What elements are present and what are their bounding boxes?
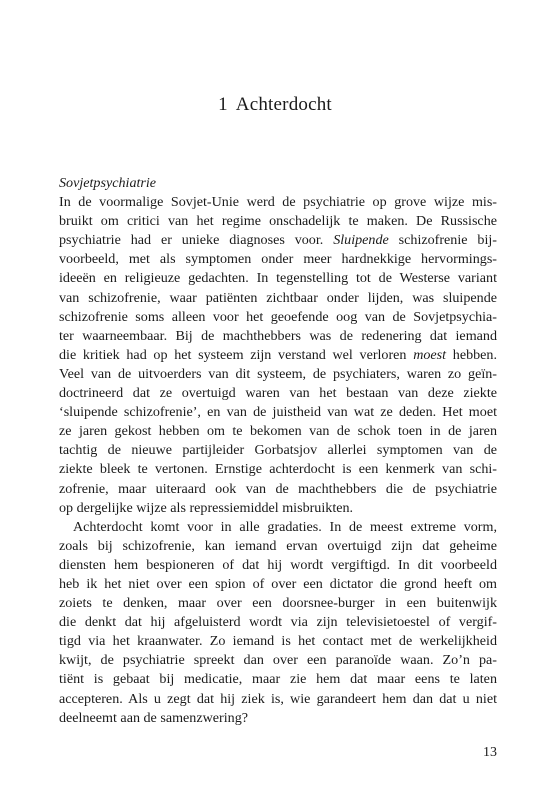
body-text [59, 174, 497, 728]
text-line: In de voormalige Sovjet-Unie werd de psychiatrie op grove wijze mis- [59, 194, 497, 211]
text-line: ‘sluipende schizofrenie’, en van de juistheid van wat ze deden. Het moet [59, 404, 497, 421]
text-line: Achterdocht komt voor in alle gradaties. In de meest extreme vorm, [73, 518, 497, 535]
paragraph-2 [59, 518, 497, 728]
text-line: ter waarneembaar. Bij de machthebbers was de redenering dat iemand [59, 327, 497, 344]
emphasis: moest [413, 346, 447, 363]
text-line: tiënt is gebaat bij medicatie, maar zie hem dat maar eens te laten [59, 671, 497, 688]
text-line: zoiets te denken, maar over een doorsnee-burger in een buitenwijk [59, 595, 497, 612]
text-line: op dergelijke wijze als repressiemiddel misbruikten. [59, 499, 354, 516]
text-line: heb ik het niet over een spion of over een dictator die grond heeft om [59, 575, 497, 592]
text-span: hebben. [452, 346, 498, 363]
chapter-title [0, 94, 550, 116]
chapter-title-text: Achterdocht [235, 94, 332, 115]
text-span: die kritiek had op het systeem zijn verstand wel verloren [59, 346, 407, 363]
emphasis: Sluipende [333, 232, 389, 249]
paragraph-1 [59, 193, 497, 518]
text-line: ze jaren gekost hebben om te bekomen van de schok toen in de jaren [59, 423, 497, 440]
text-line: deelneemt aan de samenzwering? [59, 709, 248, 726]
text-line: kwijt, de psychiatrie spreekt dan over een paranoïde waan. Zo’n pa- [59, 652, 497, 669]
text-line: ideeën en religieuze gedachten. In tegenstelling tot de Westerse variant [59, 270, 497, 287]
text-line: zoals bij schizofrenie, kan iemand ervan overtuigd zijn dat geheime [59, 537, 497, 554]
page-number: 13 [483, 745, 497, 760]
text-span: psychiatrie had er unieke diagnoses voor. [59, 232, 324, 249]
text-line: die denkt dat hij afgeluisterd wordt via zijn televisietoestel of vergif- [59, 614, 497, 631]
text-line: van schizofrenie, waar patiënten zichtbaar onder lijden, was sluipende [59, 289, 497, 306]
text-line: schizofrenie soms alleen voor het geoefende oog van de Sovjetpsychia- [59, 308, 497, 325]
text-line: doctrineerd dat ze overtuigd waren van het bestaan van deze ziekte [59, 385, 497, 402]
text-line: voorbeeld, met als symptomen onder meer hardnekkige hervormings- [59, 251, 497, 268]
text-span: schizofrenie bij- [398, 232, 497, 249]
text-line: zofrenie, maar uiteraard ook van de machthebbers die de psychiatrie [59, 480, 497, 497]
text-line: ziekte bleek te vertonen. Ernstige achterdocht is een kenmerk van schi- [59, 461, 497, 478]
text-line [59, 346, 497, 365]
chapter-number: 1 [218, 94, 228, 115]
section-heading: Sovjetpsychiatrie [59, 175, 157, 191]
text-line: bruikt om critici van het regime onschadelijk te maken. De Russische [59, 213, 497, 230]
text-line: Veel van de uitvoerders van dit systeem, de psychiaters, waren zo geïn- [59, 365, 497, 382]
text-line: diensten hem bespioneren of dat hij wordt vergiftigd. In dit voorbeeld [59, 556, 497, 573]
text-line: tachtig de nieuwe partijleider Gorbatsjov allerlei symptomen van de [59, 442, 497, 459]
text-line [59, 231, 497, 250]
text-line: accepteren. Als u zegt dat hij ziek is, wie garandeert hem dan dat u niet [59, 690, 497, 707]
text-line: tigd via het kraanwater. Zo iemand is het contact met de werkelijkheid [59, 633, 497, 650]
